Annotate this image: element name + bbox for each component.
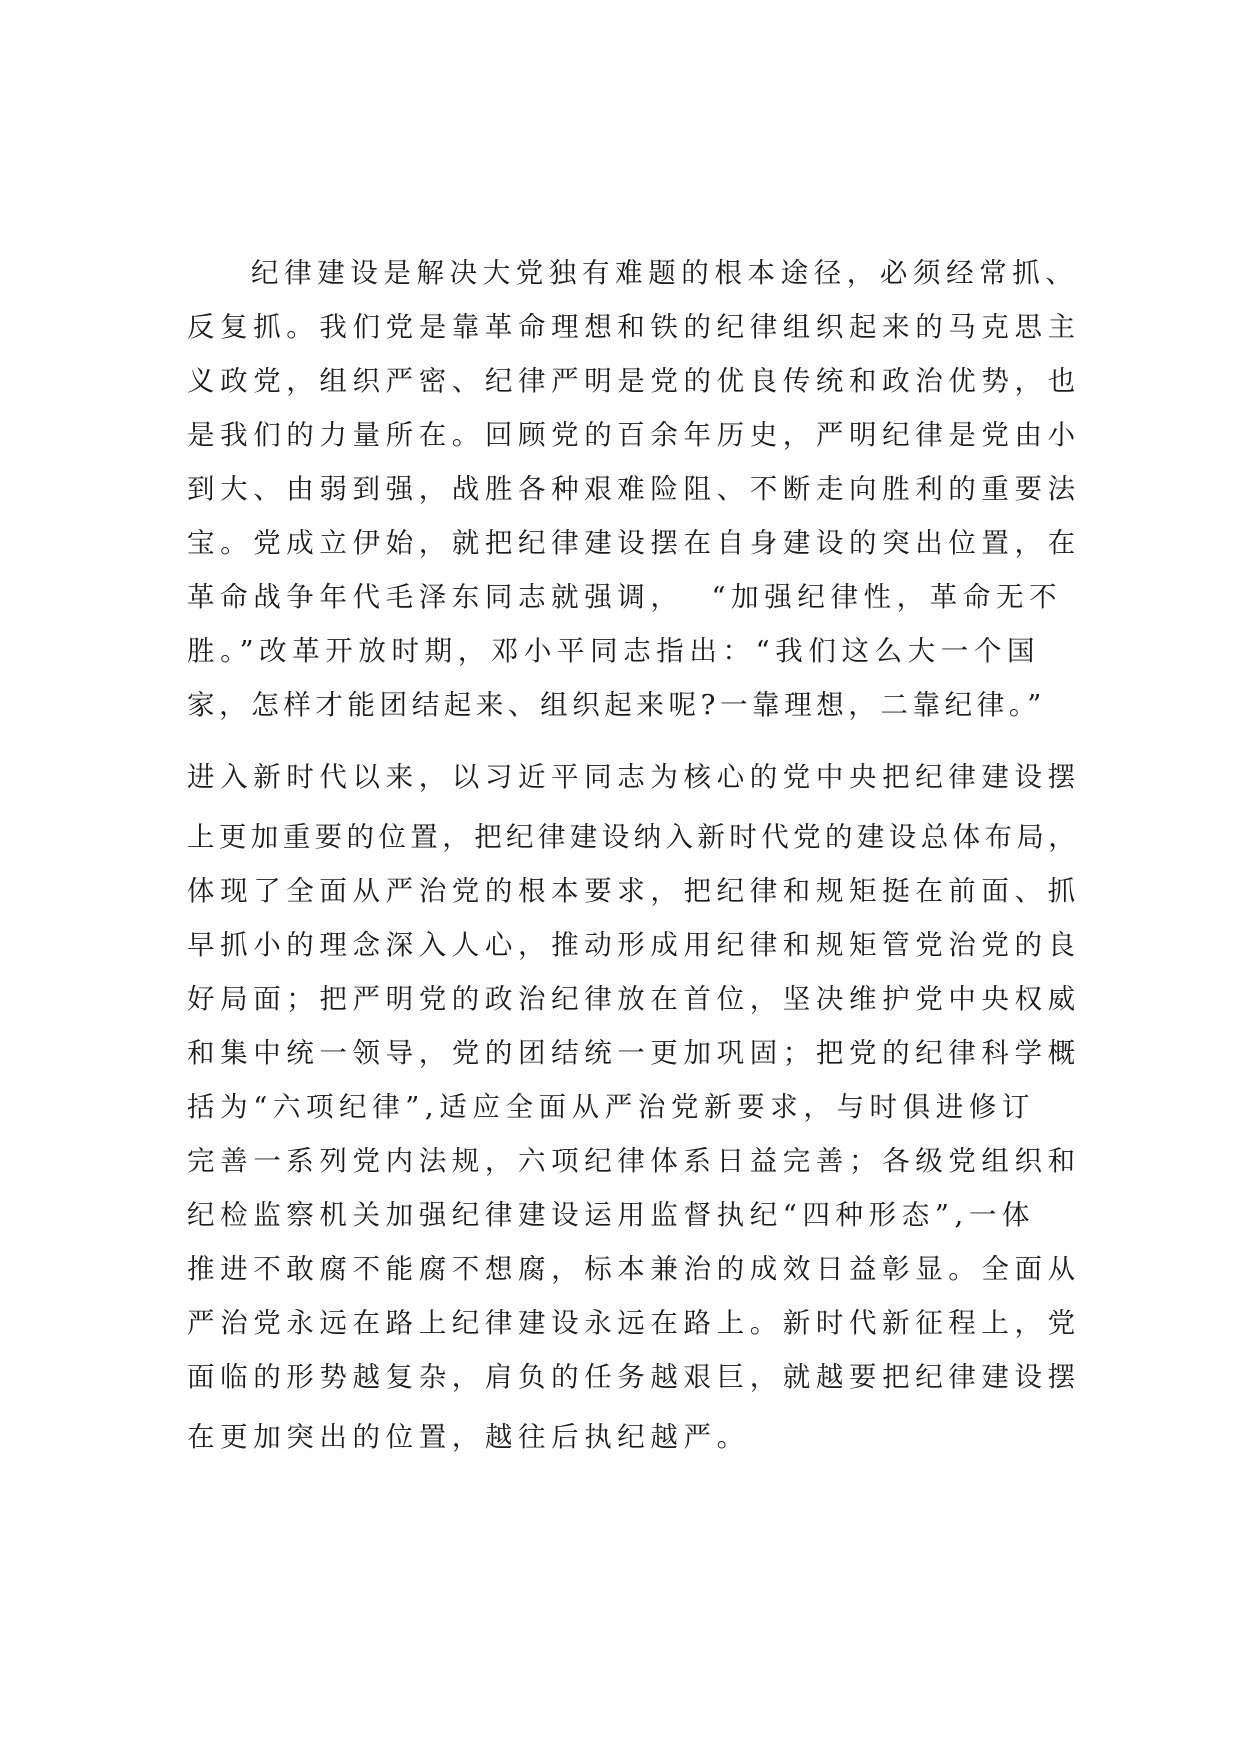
paragraph-line: 严治党永远在路上纪律建设永远在路上。新时代新征程上，党 [187,1307,1081,1339]
line-segment: 革命战争年代毛泽东同志就强调， [187,581,684,613]
paragraph-line: 纪律建设是解决大党独有难题的根本途径，必须经常抓、 [251,257,1079,289]
paragraph-line [187,570,1067,624]
paragraph-line: 面临的形势越复杂，肩负的任务越艰巨，就越要把纪律建设摆 [187,1361,1081,1393]
paragraph-line: 体现了全面从严治党的根本要求，把纪律和规矩挺在前面、抓 [187,875,1081,907]
paragraph-line: 义政党，组织严密、纪律严明是党的优良传统和政治优势，也 [187,365,1081,397]
paragraph-line: 好局面；把严明党的政治纪律放在首位，坚决维护党中央权威 [187,983,1081,1015]
paragraph-line: 纪检监察机关加强纪律建设运用监督执纪“四种形态”,一体 [187,1199,1036,1231]
paragraph-line: 上更加重要的位置，把纪律建设纳入新时代党的建设总体布局， [187,821,1081,853]
paragraph-line: 进入新时代以来，以习近平同志为核心的党中央把纪律建设摆 [187,761,1081,793]
paragraph-line: 反复抓。我们党是靠革命理想和铁的纪律组织起来的马克思主 [187,311,1081,343]
paragraph-line: 家，怎样才能团结起来、组织起来呢?一靠理想，二靠纪律。” [187,689,1046,721]
paragraph-line: 到大、由弱到强，战胜各种艰难险阻、不断走向胜利的重要法 [187,473,1081,505]
paragraph-line: 括为“六项纪律”,适应全面从严治党新要求，与时俱进修订 [187,1091,1036,1123]
paragraph-1 [187,246,1081,732]
paragraph-line: 和集中统一领导，党的团结统一更加巩固；把党的纪律科学概 [187,1037,1081,1069]
document-body [187,246,1081,1464]
paragraph-line: 在更加突出的位置，越往后执纪越严。 [187,1421,750,1453]
paragraph-2 [187,750,1081,1464]
paragraph-line: 宝。党成立伊始，就把纪律建设摆在自身建设的突出位置，在 [187,527,1081,559]
paragraph-line: 完善一系列党内法规，六项纪律体系日益完善；各级党组织和 [187,1145,1081,1177]
paragraph-line: 早抓小的理念深入人心，推动形成用纪律和规矩管党治党的良 [187,929,1081,961]
paragraph-line: 是我们的力量所在。回顾党的百余年历史，严明纪律是党由小 [187,419,1081,451]
paragraph-line: 胜。”改革开放时期，邓小平同志指出：“我们这么大一个国 [187,635,1041,667]
line-segment: “加强纪律性，革命无不 [711,581,1063,613]
paragraph-line: 推进不敢腐不能腐不想腐，标本兼治的成效日益彰显。全面从 [187,1253,1081,1285]
